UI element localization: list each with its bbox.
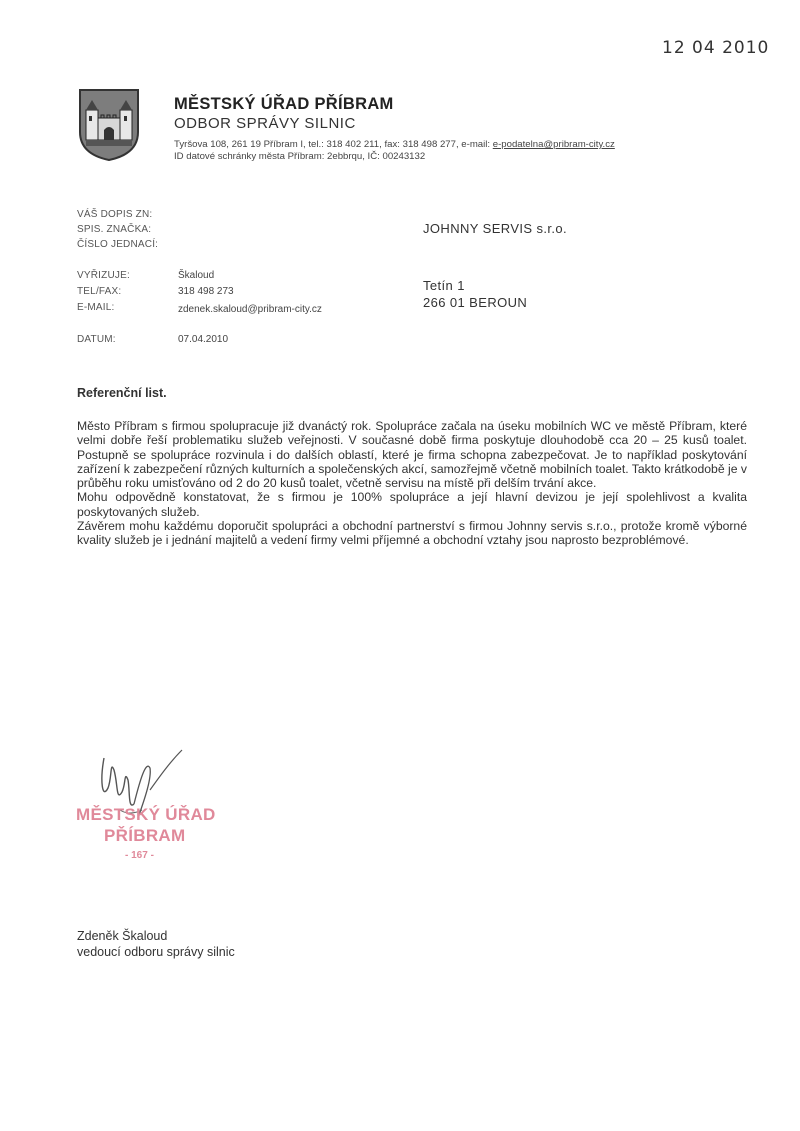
- databox-id-line: ID datové schránky města Příbram: 2ebbrqu, IČ: 00243132: [174, 151, 426, 162]
- date-value: 07.04.2010: [178, 334, 229, 345]
- department-name: ODBOR SPRÁVY SILNIC: [174, 115, 356, 132]
- stamp-line-2: PŘÍBRAM: [104, 826, 186, 845]
- email-label: E-MAIL:: [77, 302, 115, 313]
- contact-line: [174, 139, 615, 150]
- org-name: MĚSTSKÝ ÚŘAD PŘÍBRAM: [174, 95, 394, 113]
- recipient-street: Tetín 1: [423, 278, 465, 293]
- signatory-name: Zdeněk Škaloud: [77, 929, 168, 943]
- signatory-role: vedoucí odboru správy silnic: [77, 945, 235, 959]
- paragraph: Mohu odpovědně konstatovat, že s firmou je 100% spolupráce a její hlavní devizou je její spolehlivost a kvalita poskytovaných služeb.: [77, 490, 747, 519]
- email-value: zdenek.skaloud@pribram-city.cz: [178, 304, 322, 315]
- received-date-stamp: 12 04 2010: [662, 38, 770, 58]
- paragraph: Město Příbram s firmou spolupracuje již dvanáctý rok. Spolupráce začala na úseku mobilních WC ve městě Příbram, které velmi dobře řeší problematiku služeb veřejnosti. V současné době firma poskytuje dlouhodobě cca 20 – 25 kusů toalet. Postupně se spolupráce rozvinula i do dalších oblastí, které je firma schopna zabezpečovat. Je to například poskytování zařízení k zabezpečení různých kulturních a společenských akcí, samozřejmě včetně mobilních toalet. Takto krátkodobě je v průběhu roku umisťováno od 2 do 20 kusů toalet, včetně servisu na místě při delším trvání akce.: [77, 419, 747, 491]
- letter-body: [77, 419, 747, 548]
- telfax-value: 318 498 273: [178, 286, 234, 297]
- stamp-line-1: MĚSTSKÝ ÚŘAD: [76, 805, 216, 824]
- city-coat-of-arms-logo: [78, 88, 140, 162]
- paragraph: Závěrem mohu každému doporučit spolupráci a obchodní partnerství s firmou Johnny servis s.r.o., protože kromě výborné kvality služeb je i jednání majitelů a vedení firmy velmi příjemné a obchodní vztahy jsou naprosto bezproblémové.: [77, 519, 747, 548]
- handled-by-label: VYŘIZUJE:: [77, 270, 130, 281]
- stamp-number: - 167 -: [125, 850, 154, 861]
- handled-by-value: Škaloud: [178, 270, 215, 281]
- contact-address: Tyršova 108, 261 19 Příbram I, tel.: 318 402 211, fax: 318 498 277, e-mail:: [174, 139, 493, 150]
- letter-heading: Referenční list.: [77, 386, 167, 400]
- reference-number-label: ČÍSLO JEDNACÍ:: [77, 239, 159, 250]
- your-letter-label: VÁŠ DOPIS ZN:: [77, 209, 153, 220]
- date-label: DATUM:: [77, 334, 116, 345]
- email-link[interactable]: e-podatelna@pribram-city.cz: [492, 139, 615, 150]
- file-mark-label: SPIS. ZNAČKA:: [77, 224, 152, 235]
- telfax-label: TEL/FAX:: [77, 286, 122, 297]
- recipient-name: JOHNNY SERVIS s.r.o.: [423, 221, 568, 236]
- recipient-city: 266 01 BEROUN: [423, 295, 528, 310]
